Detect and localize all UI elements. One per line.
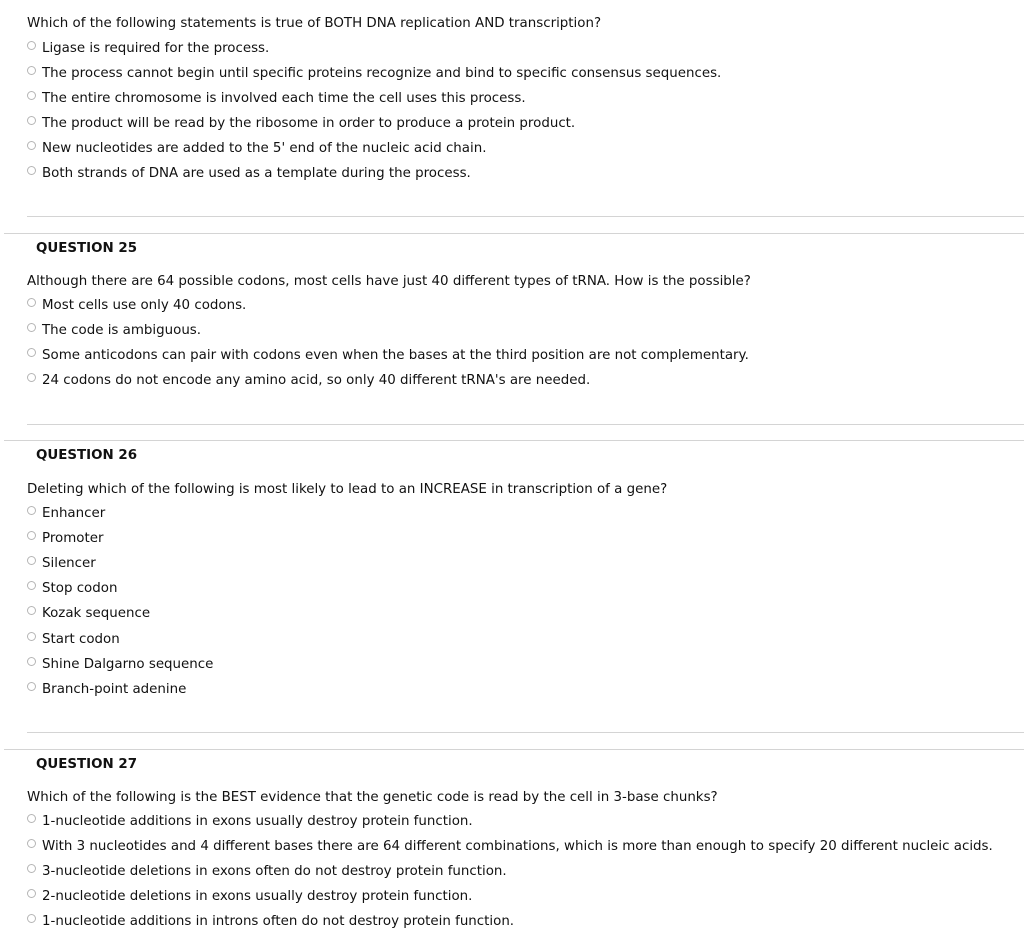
radio-button[interactable]: [27, 556, 36, 565]
q24-option-2[interactable]: The process cannot begin until specific proteins recognize and bind to specific consensus sequences.: [27, 66, 721, 88]
divider: [27, 424, 1024, 425]
q27-option-5[interactable]: 1-nucleotide additions in introns often do not destroy protein function.: [27, 914, 514, 936]
divider: [4, 440, 1024, 441]
radio-button[interactable]: [27, 632, 36, 641]
q26-option-4[interactable]: Stop codon: [27, 581, 117, 603]
radio-button[interactable]: [27, 864, 36, 873]
question-25-header: QUESTION 25: [36, 241, 138, 256]
radio-button[interactable]: [27, 373, 36, 382]
radio-button[interactable]: [27, 657, 36, 666]
question-27-header: QUESTION 27: [36, 757, 138, 772]
radio-button[interactable]: [27, 889, 36, 898]
divider: [4, 749, 1024, 750]
radio-button[interactable]: [27, 66, 36, 75]
q24-option-4[interactable]: The product will be read by the ribosome in order to produce a protein product.: [27, 116, 575, 138]
radio-button[interactable]: [27, 581, 36, 590]
question-26-header: QUESTION 26: [36, 448, 138, 463]
radio-button[interactable]: [27, 914, 36, 923]
question-27-prompt: Which of the following is the BEST evidence that the genetic code is read by the cell in 3-base chunks?: [27, 790, 718, 805]
divider: [27, 732, 1024, 733]
radio-button[interactable]: [27, 348, 36, 357]
q27-option-1[interactable]: 1-nucleotide additions in exons usually destroy protein function.: [27, 814, 473, 836]
radio-button[interactable]: [27, 531, 36, 540]
q24-option-6[interactable]: Both strands of DNA are used as a template during the process.: [27, 166, 471, 188]
q27-option-3[interactable]: 3-nucleotide deletions in exons often do not destroy protein function.: [27, 864, 507, 886]
q26-option-8[interactable]: Branch-point adenine: [27, 682, 186, 704]
divider: [4, 233, 1024, 234]
divider: [27, 216, 1024, 217]
q25-option-3[interactable]: Some anticodons can pair with codons even when the bases at the third position are not complementary.: [27, 348, 749, 370]
q26-option-7[interactable]: Shine Dalgarno sequence: [27, 657, 213, 679]
radio-button[interactable]: [27, 116, 36, 125]
q26-option-5[interactable]: Kozak sequence: [27, 606, 150, 628]
q24-option-5[interactable]: New nucleotides are added to the 5' end of the nucleic acid chain.: [27, 141, 486, 163]
radio-button[interactable]: [27, 41, 36, 50]
radio-button[interactable]: [27, 814, 36, 823]
q26-option-2[interactable]: Promoter: [27, 531, 103, 553]
q25-option-2[interactable]: The code is ambiguous.: [27, 323, 201, 345]
radio-button[interactable]: [27, 606, 36, 615]
q24-option-1[interactable]: Ligase is required for the process.: [27, 41, 269, 63]
question-25-prompt: Although there are 64 possible codons, most cells have just 40 different types of tRNA. How is the possible?: [27, 274, 751, 289]
radio-button[interactable]: [27, 91, 36, 100]
radio-button[interactable]: [27, 839, 36, 848]
radio-button[interactable]: [27, 682, 36, 691]
question-26-prompt: Deleting which of the following is most likely to lead to an INCREASE in transcription of a gene?: [27, 482, 668, 497]
radio-button[interactable]: [27, 323, 36, 332]
radio-button[interactable]: [27, 166, 36, 175]
radio-button[interactable]: [27, 298, 36, 307]
radio-button[interactable]: [27, 141, 36, 150]
question-24-prompt: Which of the following statements is true of BOTH DNA replication AND transcription?: [27, 16, 602, 31]
q26-option-6[interactable]: Start codon: [27, 632, 120, 654]
q26-option-1[interactable]: Enhancer: [27, 506, 105, 528]
radio-button[interactable]: [27, 506, 36, 515]
q26-option-3[interactable]: Silencer: [27, 556, 96, 578]
q27-option-2[interactable]: With 3 nucleotides and 4 different bases there are 64 different combinations, which is more than enough to specify 20 different nucleic acids.: [27, 839, 993, 861]
q27-option-4[interactable]: 2-nucleotide deletions in exons usually destroy protein function.: [27, 889, 472, 911]
q25-option-4[interactable]: 24 codons do not encode any amino acid, so only 40 different tRNA's are needed.: [27, 373, 590, 395]
q25-option-1[interactable]: Most cells use only 40 codons.: [27, 298, 246, 320]
q24-option-3[interactable]: The entire chromosome is involved each time the cell uses this process.: [27, 91, 526, 113]
